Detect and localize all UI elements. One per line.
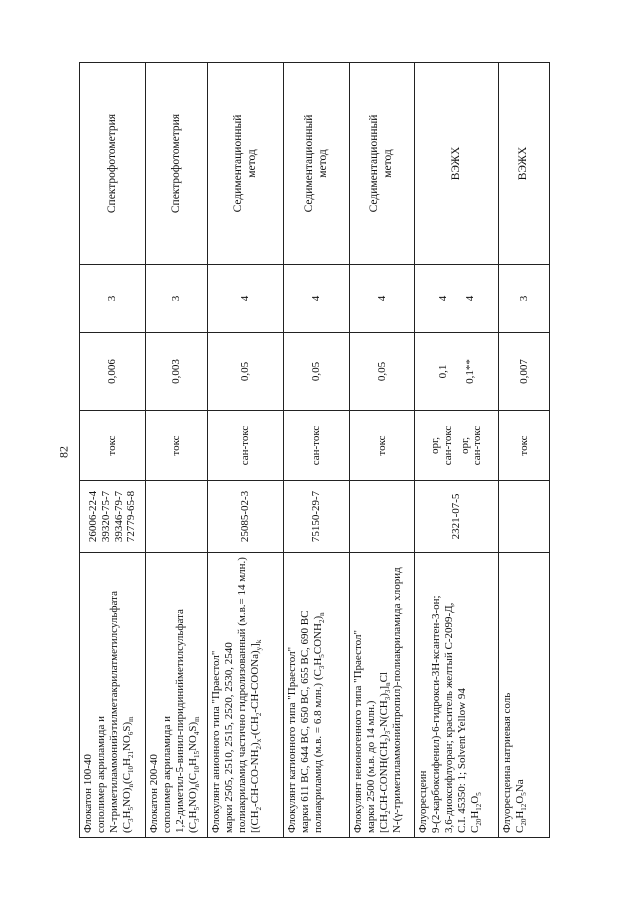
text-run: S) [120, 721, 133, 732]
subscript: 5 [127, 807, 136, 811]
name-line [456, 557, 469, 833]
table-body [80, 63, 550, 838]
subscript: 5 [520, 792, 529, 796]
text-run: NO) [186, 787, 199, 808]
subscript: 12 [475, 803, 484, 811]
limit-value: 0,05 [310, 361, 323, 382]
text-run: ) [377, 734, 390, 738]
text-run: Флуоресцеин [417, 770, 429, 833]
text-run: H [513, 810, 526, 819]
text-run: ) [377, 693, 390, 697]
name-line [514, 557, 527, 833]
subscript: n [127, 783, 136, 788]
text-run: -N(CH [377, 700, 390, 731]
hazard-indicator: токс [517, 435, 530, 456]
hazard-indicator-cell [284, 411, 350, 481]
analysis-method-cell [350, 63, 415, 265]
text-run: C [468, 825, 481, 833]
hazard-indicator: орг, [428, 436, 441, 455]
subscript: y [255, 646, 264, 651]
subscript: 2 [384, 737, 393, 742]
hazard-indicator: орг, [458, 436, 471, 455]
text-run: Флокулянт анионного типа "Праестол" [210, 650, 222, 833]
name-line [223, 557, 236, 833]
text-run: Флуоресцеина натриевая соль [501, 692, 513, 833]
text-run: сополимер акриламида и [160, 715, 173, 833]
table-row [146, 63, 208, 838]
text-run: сополимер акриламида и [94, 715, 107, 833]
text-run: N-триметиламмонийэтилметакрилатметилсульфата [107, 591, 120, 833]
text-run: CONH [311, 623, 324, 655]
name-line [352, 557, 365, 833]
subscript: 3 [384, 730, 393, 735]
text-run: O [468, 795, 481, 804]
text-run: 9-(2-карбоксифенил)-6-гидрокси-3Н-ксантен-3-он; [429, 595, 442, 833]
subscript: 10 [127, 765, 136, 773]
text-run: ] [248, 643, 261, 647]
text-run: полиакриламид (м.в. = 6.8 млн.) (C [311, 669, 324, 833]
data-table [79, 62, 550, 838]
cas-number: 39320-75-7 [99, 490, 112, 543]
subscript: 5 [318, 654, 327, 658]
hazard-indicator-cell [208, 411, 284, 481]
cas-number-cell [146, 481, 208, 553]
subscript: x [255, 738, 264, 743]
hazard-class: 4 [310, 295, 323, 302]
subscript: 5 [475, 792, 484, 796]
subscript: 10 [193, 765, 202, 773]
text-run: Флокатон 100-40 [82, 754, 94, 833]
text-run: марки 611 ВС, 644 ВС, 650 ВС, 655 ВС, 690 ВС [298, 610, 311, 833]
cas-number-cell [208, 481, 284, 553]
text-run: H [468, 810, 481, 819]
hazard-class: 4 [436, 295, 449, 302]
hazard-class-cell [80, 265, 146, 333]
limit-value-cell [208, 333, 284, 411]
subscript: 2 [255, 712, 264, 717]
cas-number: 75150-29-7 [310, 490, 323, 543]
hazard-indicator: сан-токс [310, 425, 323, 466]
cas-number-cell [499, 481, 550, 553]
text-run: NO [120, 735, 133, 752]
text-run: C.I. 45350: 1; Solvent Yellow 94 [455, 688, 468, 833]
name-line [187, 557, 200, 833]
name-line [378, 557, 391, 833]
subscript: 3 [193, 818, 202, 822]
name-line [174, 557, 187, 833]
text-run: ) [248, 742, 261, 746]
hazard-indicator-cell [350, 411, 415, 481]
limit-value-cell [80, 333, 146, 411]
subscript: 21 [127, 751, 136, 759]
text-run: ] [377, 685, 390, 690]
limit-value-cell [350, 333, 415, 411]
analysis-method: ВЭЖХ [449, 146, 462, 181]
cas-number: 39346-79-7 [112, 490, 125, 543]
text-run: 3,6-диоксифлуоран; краситель желтый С-2099-Д, [442, 602, 455, 833]
name-line [236, 557, 249, 833]
analysis-method: Спектрофотометрия [105, 113, 118, 214]
text-run: (C [186, 772, 199, 784]
text-run: C [513, 825, 526, 833]
subscript: m [193, 716, 202, 722]
text-run: H [120, 758, 133, 766]
limit-value: 0,003 [170, 359, 183, 384]
subscript: m [127, 716, 136, 722]
name-line [108, 557, 121, 833]
hazard-class: 3 [517, 295, 530, 302]
text-run: Флокатон 200-40 [148, 754, 160, 833]
subscript: 20 [520, 818, 529, 826]
text-run: N-(γ-триметиламмонийпропил)-полиакриламида хлорид [390, 567, 403, 833]
cas-number-cell [415, 481, 499, 553]
analysis-method-cell [499, 63, 550, 265]
name-line [443, 557, 456, 833]
subscript: 3 [318, 665, 327, 670]
text-run: (C [120, 772, 133, 784]
hazard-class-cell [499, 265, 550, 333]
hazard-indicator-cell [415, 411, 499, 481]
hazard-indicator-cell [146, 411, 208, 481]
limit-value: 0,007 [517, 359, 530, 384]
cas-number: 2321-07-5 [450, 493, 463, 540]
subscript: 12 [520, 803, 529, 811]
limit-value-cell [499, 333, 550, 411]
name-line [299, 557, 312, 833]
text-run: H [311, 657, 324, 666]
analysis-method-cell [415, 63, 499, 265]
name-line [365, 557, 378, 833]
subscript: k [255, 639, 264, 644]
name-line [417, 557, 430, 833]
text-run: H [186, 810, 199, 819]
hazard-indicator: токс [170, 435, 183, 456]
name-line [391, 557, 404, 833]
text-run: [(CH [248, 810, 261, 833]
name-line [286, 557, 299, 833]
hazard-indicator: сан-токс [471, 425, 484, 466]
text-run: Cl [377, 672, 390, 683]
text-run: NO) [120, 787, 133, 808]
name-line [469, 557, 482, 833]
text-run: S) [186, 721, 199, 732]
text-run: H [186, 758, 199, 766]
analysis-method: Седиментационный метод [368, 114, 394, 213]
name-line [312, 557, 325, 833]
limit-value: 0,05 [375, 361, 388, 382]
limit-value: 0,05 [239, 361, 252, 382]
name-line [430, 557, 443, 833]
limit-value-cell [146, 333, 208, 411]
cas-number: 25085-02-3 [239, 490, 252, 543]
subscript: 15 [193, 751, 202, 759]
text-run: -(CH [248, 716, 261, 739]
subscript: n [384, 682, 393, 686]
hazard-class-cell [146, 265, 208, 333]
text-run: -CH-CO-NH [248, 749, 261, 807]
hazard-class-cell [350, 265, 415, 333]
hazard-indicator: токс [106, 435, 119, 456]
name-line [501, 557, 514, 833]
hazard-class-cell [208, 265, 284, 333]
table-row [350, 63, 415, 838]
text-run: Флокулянт катионного типа "Праестол" [286, 646, 298, 833]
substance-name-cell [499, 553, 550, 838]
text-run: марки 2500 (м.в. до 14 млн.) [364, 700, 377, 833]
table-row [208, 63, 284, 838]
name-line [161, 557, 174, 833]
hazard-class: 4 [375, 295, 388, 302]
text-run: Флокулянт неионогенного типа "Праестол" [352, 630, 364, 833]
name-line [148, 557, 161, 833]
text-run: NO [186, 735, 199, 752]
limit-value-cell [415, 333, 499, 411]
hazard-indicator-cell [80, 411, 146, 481]
analysis-method: Седиментационный метод [302, 114, 329, 213]
text-run: ) [311, 615, 324, 620]
text-run: -CH-COONa) [248, 650, 261, 713]
subscript: n [193, 783, 202, 788]
limit-value: 0,1 [436, 364, 449, 379]
text-run: O [513, 795, 526, 804]
hazard-class: 4 [463, 295, 476, 302]
page-number: 82 [56, 446, 71, 458]
subscript: 3 [384, 689, 393, 694]
hazard-class: 3 [106, 295, 119, 302]
subscript: 2 [318, 619, 327, 624]
hazard-class: 4 [239, 295, 252, 302]
analysis-method-cell [146, 63, 208, 265]
text-run: 1,2-диметил-5-винил-пиридинийметилсульфата [173, 609, 186, 833]
table-row [415, 63, 499, 838]
subscript: 6 [127, 731, 136, 736]
subscript: 3 [127, 818, 136, 822]
subscript: 3 [384, 696, 393, 701]
substance-name-cell [146, 553, 208, 838]
cas-number-cell [284, 481, 350, 553]
substance-name-cell [350, 553, 415, 838]
table-row [80, 63, 146, 838]
hazard-indicator: токс [375, 435, 388, 456]
text-run: марки 2505, 2510, 2515, 2520, 2530, 2540 [222, 642, 235, 833]
cas-number: 72779-65-8 [125, 490, 138, 543]
subscript: 4 [193, 731, 202, 736]
limit-value: 0,006 [106, 359, 119, 384]
substance-name-cell [208, 553, 284, 838]
name-line [95, 557, 108, 833]
cas-number-cell [350, 481, 415, 553]
subscript: 20 [475, 818, 484, 826]
analysis-method: ВЭЖХ [517, 146, 530, 181]
name-line [121, 557, 134, 833]
subscript: 2 [255, 745, 264, 750]
text-run: H [120, 810, 133, 819]
substance-name-cell [80, 553, 146, 838]
analysis-method-cell [284, 63, 350, 265]
cas-number: 26006-22-4 [86, 490, 99, 543]
limit-value-cell [284, 333, 350, 411]
table-row [499, 63, 550, 838]
text-run: Na [513, 779, 526, 793]
cas-number-cell [80, 481, 146, 553]
text-run: полиакриламид частично гидролизованный (м.в.= 14 млн.) [235, 557, 248, 833]
hazard-class-cell [284, 265, 350, 333]
text-run: CH-CONH(CH [377, 741, 390, 811]
limit-value: 0,1** [463, 359, 476, 384]
substance-name-cell [284, 553, 350, 838]
text-run: (C [186, 822, 199, 833]
name-line [210, 557, 223, 833]
subscript: n [318, 612, 327, 616]
hazard-class-cell [415, 265, 499, 333]
substance-name-cell [415, 553, 499, 838]
subscript: 5 [193, 807, 202, 811]
name-line [82, 557, 95, 833]
analysis-method-cell [208, 63, 284, 265]
hazard-class: 3 [170, 295, 183, 302]
analysis-method: Спектрофотометрия [169, 113, 182, 214]
name-line [249, 557, 262, 833]
subscript: 2 [384, 810, 393, 815]
hazard-indicator-cell [499, 411, 550, 481]
hazard-indicator: сан-токс [239, 425, 252, 466]
table-row [284, 63, 350, 838]
text-run: [CH [377, 814, 390, 833]
analysis-method: Седиментационный метод [231, 114, 258, 213]
subscript: 2 [255, 806, 264, 811]
rotated-page-content [79, 63, 549, 838]
analysis-method-cell [80, 63, 146, 265]
hazard-indicator: сан-токс [441, 425, 454, 466]
text-run: (C [120, 822, 133, 833]
